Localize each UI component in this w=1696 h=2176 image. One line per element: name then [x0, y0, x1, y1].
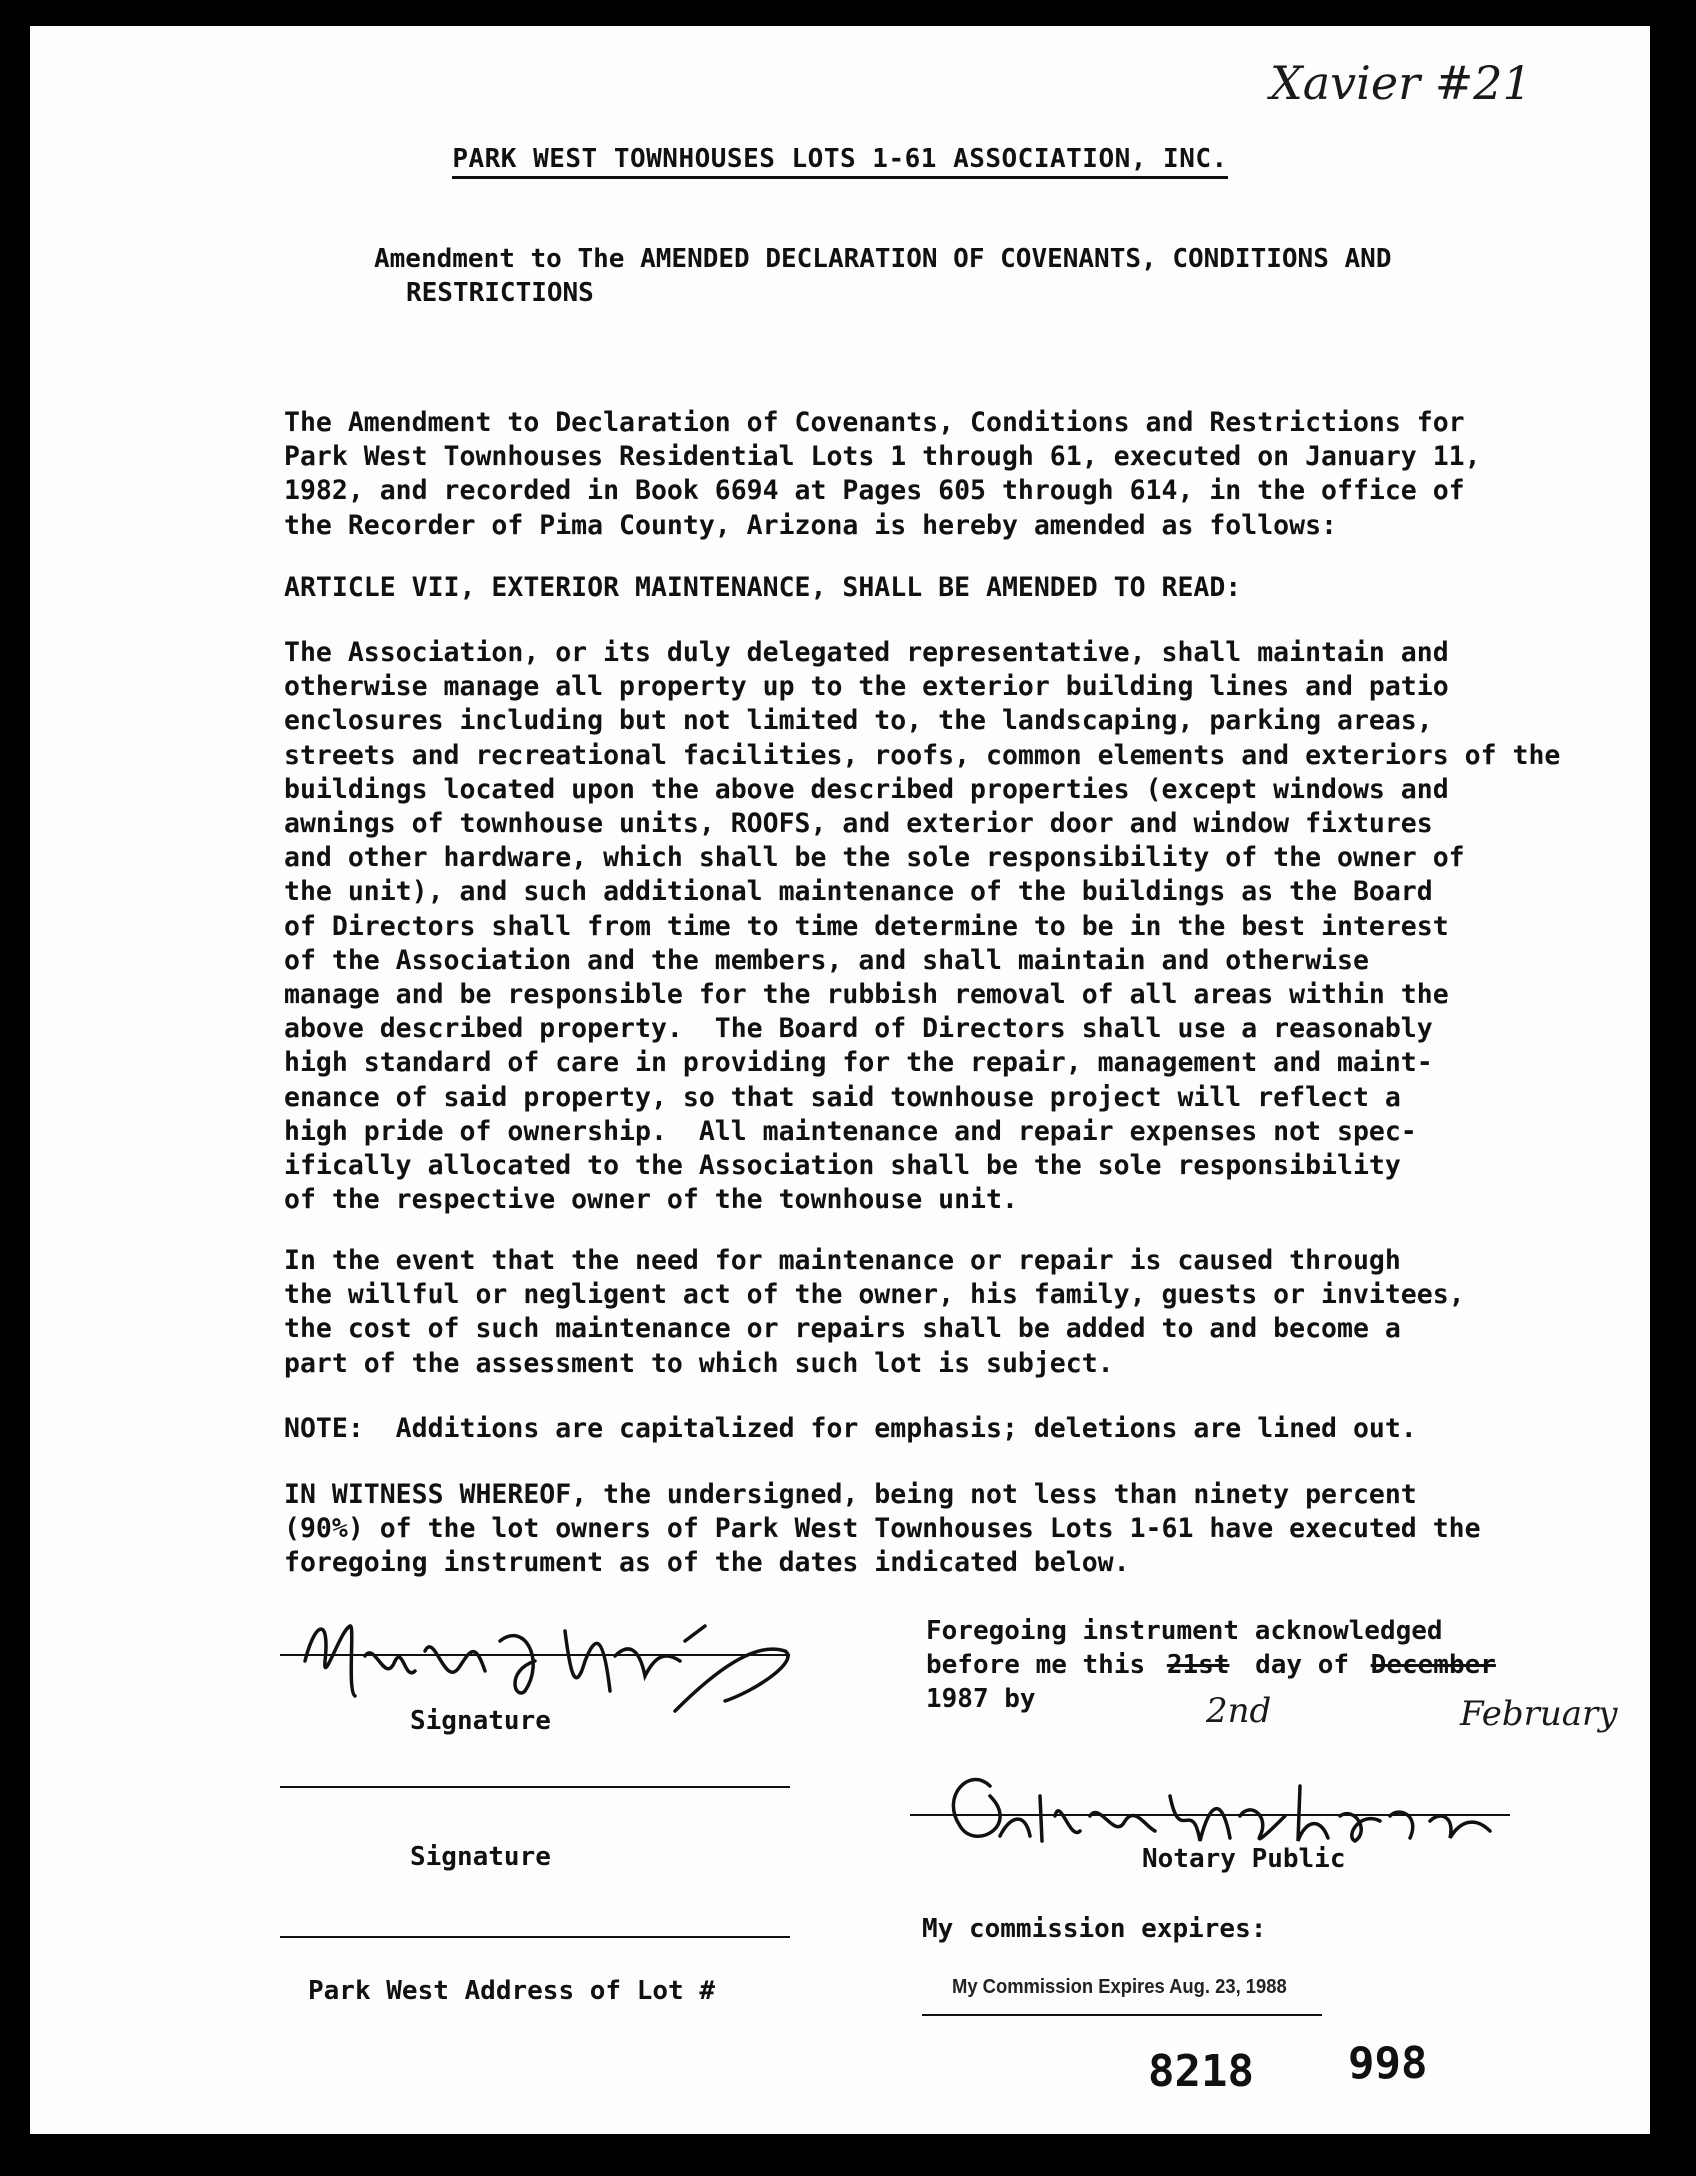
intro-paragraph: The Amendment to Declaration of Covenants, Conditions and Restrictions for Park West Townhouses Residential Lots 1 through 61, executed on January 11, 1982, and recorded in Book 6694 at Pages 605 through 614, in the office of the Recorder of Pima County, Arizona is hereby amended as follows:: [284, 407, 1481, 541]
ack-line-1: Foregoing instrument acknowledged: [926, 1616, 1443, 1646]
subtitle-line-1: Amendment to The AMENDED DECLARATION OF COVENANTS, CONDITIONS AND: [374, 244, 1392, 274]
witness-paragraph: IN WITNESS WHEREOF, the undersigned, being not less than ninety percent (90%) of the lot owners of Park West Townhouses Lots 1-61 have executed the foregoing instrument as of the dates indicated below.: [284, 1479, 1481, 1579]
event-paragraph: In the event that the need for maintenance or repair is caused through the willful or negligent act of the owner, his family, guests or invitees, the cost of such maintenance or repairs shall be added to and become a part of the assessment to which such lot is subject.: [284, 1245, 1465, 1379]
owner-signature: [285, 1601, 795, 1721]
address-label: Park West Address of Lot #: [308, 1976, 715, 2006]
ack-day-of: day of: [1255, 1650, 1350, 1680]
signature-label-2: Signature: [410, 1842, 551, 1872]
ack-line-2: [926, 1650, 1496, 1680]
subtitle-line-2: RESTRICTIONS: [406, 278, 594, 308]
signature-label-1: Signature: [410, 1706, 551, 1736]
commission-line: [922, 2014, 1322, 2016]
handwritten-day: 2nd: [1206, 1691, 1272, 1731]
notary-label: Notary Public: [1142, 1844, 1346, 1874]
handwritten-note: Xavier #21: [1270, 56, 1532, 110]
handwritten-month: February: [1460, 1694, 1618, 1734]
ack-before-me: before me this: [926, 1650, 1146, 1680]
document-page: [30, 26, 1650, 2134]
doc-number-2: 998: [1348, 2038, 1428, 2089]
signature-line-1: [280, 1654, 790, 1656]
commission-label: My commission expires:: [922, 1914, 1267, 1944]
doc-number-1: 8218: [1148, 2046, 1254, 2097]
document-title-text: PARK WEST TOWNHOUSES LOTS 1-61 ASSOCIATION, INC.: [452, 144, 1227, 179]
commission-stamp: My Commission Expires Aug. 23, 1988: [952, 1976, 1287, 1998]
notary-signature-line: [910, 1814, 1510, 1816]
ack-struck-day: 21st: [1166, 1650, 1230, 1680]
article-heading: ARTICLE VII, EXTERIOR MAINTENANCE, SHALL BE AMENDED TO READ:: [284, 572, 1242, 603]
note-paragraph: NOTE: Additions are capitalized for emphasis; deletions are lined out.: [284, 1413, 1417, 1444]
ack-struck-month: December: [1370, 1650, 1496, 1680]
address-line: [280, 1936, 790, 1938]
ack-line-3: 1987 by: [926, 1684, 1036, 1714]
signature-line-2: [280, 1786, 790, 1788]
document-title: [30, 144, 1650, 174]
document-subtitle: [374, 242, 1554, 310]
article-paragraph: The Association, or its duly delegated representative, shall maintain and otherwise manage all property up to the exterior building lines and patio enclosures including but not limited to, the landscaping, parking areas, streets and recreational facilities, roofs, common elements and exteriors of the buildings located upon the above described properties (except windows and awnings of townhouse units, ROOFS, and exterior door and window fixtures and other hardware, which shall be the sole responsibility of the owner of the unit), and such additional maintenance of the buildings as the Board of Directors shall from time to time determine to be in the best interest of the Association and the members, and shall maintain and otherwise manage and be responsible for the rubbish removal of all areas within the above described property. The Board of Directors shall use a reasonably high standard of care in providing for the repair, management and maint- enance of said property, so that said townhouse project will reflect a high pride of ownership. All maintenance and repair expenses not spec- ifically allocated to the Association shall be the sole responsibility of the respective owner of the townhouse unit.: [284, 637, 1561, 1216]
